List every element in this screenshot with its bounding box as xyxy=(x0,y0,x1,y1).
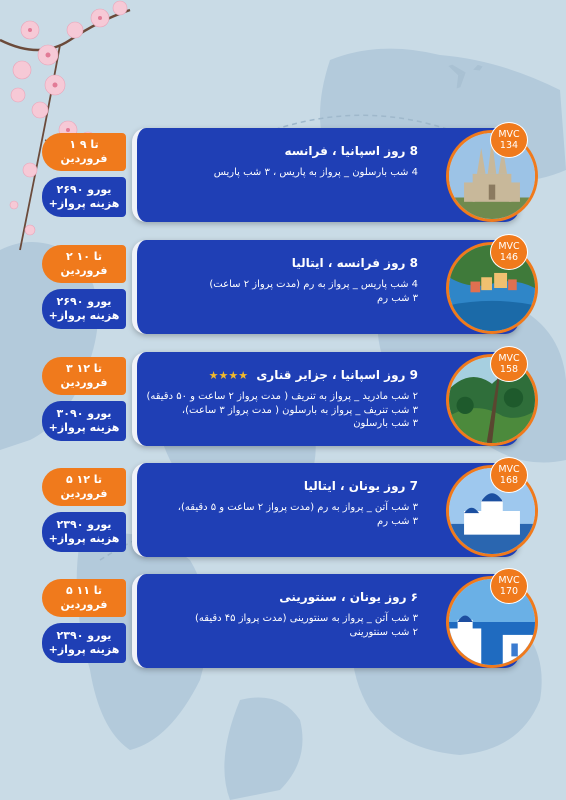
price-badge xyxy=(42,512,126,552)
price-amount: ۳۰۹۰ یورو xyxy=(56,407,112,420)
itinerary-line: ۳ شب رم xyxy=(377,515,418,527)
date-range: ۲ تا ۱۰ xyxy=(65,250,103,263)
itinerary-line: ۳ شب رم xyxy=(377,292,418,304)
tour-code-prefix: MVC xyxy=(498,353,520,364)
price-amount: ۲۳۹۰ یورو xyxy=(56,518,112,531)
tour-itinerary xyxy=(118,278,418,305)
tour-title-text: 7 روز یونان ، ایتالیا xyxy=(303,479,418,493)
date-badge xyxy=(42,579,126,617)
tour-code-badge xyxy=(490,346,528,382)
date-month: فروردین xyxy=(60,487,108,500)
tour-title xyxy=(118,479,418,493)
tour-title xyxy=(118,590,418,604)
tour-code-prefix: MVC xyxy=(498,241,520,252)
tour-title-text: 8 روز اسپانیا ، فرانسه xyxy=(284,144,418,158)
price-badge xyxy=(42,623,126,663)
price-badge xyxy=(42,289,126,329)
date-badge xyxy=(42,245,126,283)
tour-code-badge xyxy=(490,122,528,158)
tour-title-text: ۶ روز یونان ، سنتورینی xyxy=(279,590,418,604)
tour-title xyxy=(118,368,418,382)
tour-code-number: 158 xyxy=(499,364,519,375)
date-range: ۵ تا ۱۲ xyxy=(65,473,103,486)
price-note: +هزینه پرواز xyxy=(48,309,120,322)
price-amount: ۲۶۹۰ یورو xyxy=(56,183,112,196)
itinerary-line: ۳ شب بارسلون xyxy=(353,418,418,429)
star-rating: ★★★★ xyxy=(208,369,249,382)
itinerary-line: ۳ شب آتن _ پرواز به رم (مدت پرواز ۲ ساعت و ۵ دقیقه)، xyxy=(177,502,418,513)
tour-code-number: 146 xyxy=(499,252,519,263)
itinerary-line: ۲ شب مادرید _ پرواز به تنریف ( مدت پرواز ۲ ساعت و ۵۰ دقیقه) xyxy=(146,391,418,402)
date-month: فروردین xyxy=(60,598,108,611)
tour-card-5[interactable] xyxy=(42,574,530,668)
tour-code-badge xyxy=(490,568,528,604)
tour-title xyxy=(118,256,418,270)
tour-code-prefix: MVC xyxy=(498,129,520,140)
date-month: فروردین xyxy=(60,152,108,165)
tour-card-4[interactable] xyxy=(42,463,530,557)
tour-code-badge xyxy=(490,234,528,270)
date-badge xyxy=(42,357,126,395)
tour-card-3[interactable] xyxy=(42,352,530,446)
price-note: +هزینه پرواز xyxy=(48,197,120,210)
date-month: فروردین xyxy=(60,376,108,389)
itinerary-line: 4 شب پاریس _ پرواز به رم (مدت پرواز ۲ ساعت) xyxy=(209,279,418,290)
date-range: ۱ تا ۹ xyxy=(69,138,99,151)
date-range: ۳ تا ۱۲ xyxy=(65,362,103,375)
tour-itinerary xyxy=(118,166,418,180)
price-amount: ۲۶۹۰ یورو xyxy=(56,295,112,308)
tour-title xyxy=(118,144,418,158)
price-badge xyxy=(42,177,126,217)
price-note: +هزینه پرواز xyxy=(48,643,120,656)
date-month: فروردین xyxy=(60,264,108,277)
tour-code-number: 168 xyxy=(499,475,519,486)
tour-itinerary xyxy=(118,612,418,639)
tour-code-prefix: MVC xyxy=(498,464,520,475)
tour-code-badge xyxy=(490,457,528,493)
date-range: ۵ تا ۱۱ xyxy=(65,584,103,597)
price-badge xyxy=(42,401,126,441)
tour-itinerary xyxy=(118,390,418,431)
price-note: +هزینه پرواز xyxy=(48,421,120,434)
tour-code-prefix: MVC xyxy=(498,575,520,586)
itinerary-line: ۲ شب سنتورینی xyxy=(349,626,418,638)
itinerary-line: ۳ شب تنریف _ پرواز به بارسلون ( مدت پرواز ۳ ساعت)، xyxy=(181,404,418,416)
date-badge xyxy=(42,468,126,506)
tour-code-number: 134 xyxy=(499,140,519,151)
date-badge xyxy=(42,133,126,171)
itinerary-line: ۳ شب آتن _ پرواز به سنتورینی (مدت پرواز ۴۵ دقیقه) xyxy=(195,613,418,624)
tour-card-1[interactable] xyxy=(42,128,530,222)
tour-title-text: 9 روز اسپانیا ، جزایر قناری xyxy=(256,368,418,382)
tour-card-2[interactable] xyxy=(42,240,530,334)
tour-code-number: 170 xyxy=(499,586,519,597)
itinerary-line: 4 شب بارسلون _ پرواز به پاریس ، ۳ شب پاریس xyxy=(213,167,418,178)
tour-itinerary xyxy=(118,501,418,528)
price-note: +هزینه پرواز xyxy=(48,532,120,545)
price-amount: ۲۳۹۰ یورو xyxy=(56,629,112,642)
tour-title-text: 8 روز فرانسه ، ایتالیا xyxy=(291,256,418,270)
